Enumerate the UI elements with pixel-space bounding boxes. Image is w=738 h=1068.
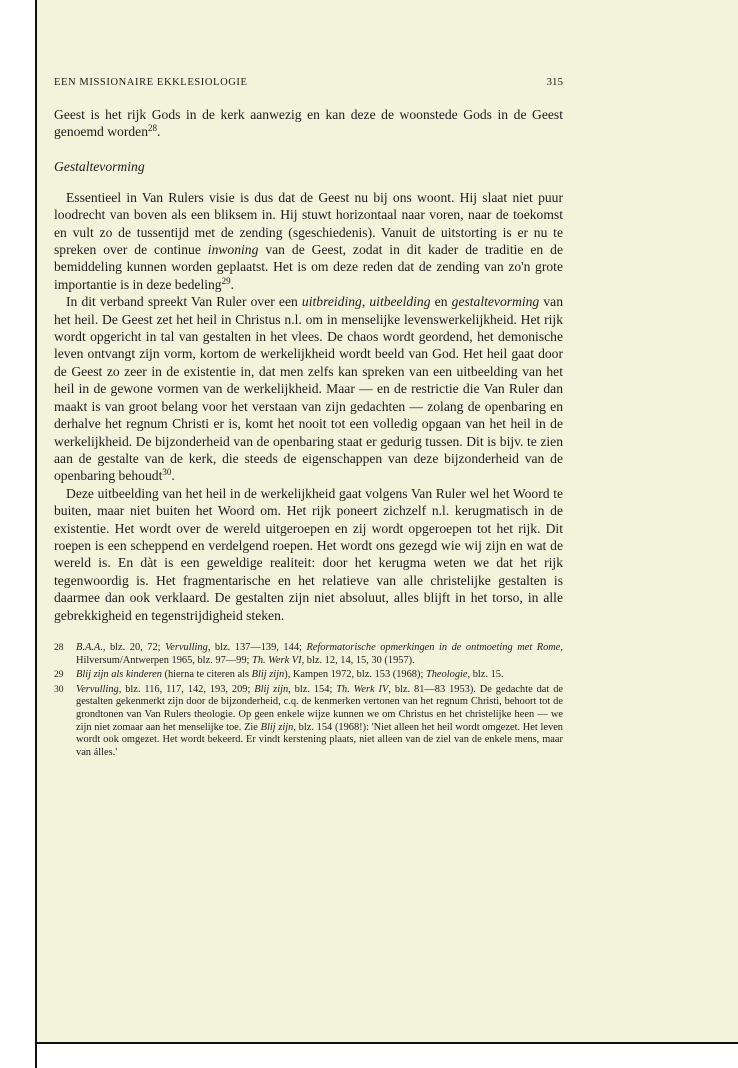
footnote-plain: , blz. 81—83 1953). De gedachte dat de gestalten gekenmerkt zijn door de bijzonderheid, c.q. de kenmerken vertonen van het regnum Christi, behoort tot de grondtonen van Van Rulers theologie. Op geen enkele wijze kunnen we om Christus en het christelijke heen — we zijn niet zomaar aan het menselijke toe. Zie <box>76 683 563 733</box>
paragraph-3-text-c: van het heil. De Geest zet het heil in Christus n.l. om in menselijke levenswerkelijkheid. Het rijk wordt opgericht in tal van gestalten in het vlees. De chaos wordt geordend, het demonische leven ontvangt zijn vorm, kortom de werkelijkheid wordt beeld van God. Het heil gaat door de Geest zo zeer in de existentie in, dat men zelfs kan spreken van een uitbeelding van het heil in de gewone vormen van de werkelijkheid. Maar — en de restrictie die Van Ruler dan maakt is van groot belang voor het verstaan van zijn gedachten — zolang de openbaring en derhalve het regnum Christi er is, komt het nooit tot een volledig opgaan van het heil in de werkelijkheid. De bijzonderheid van de openbaring staat er gedurig tussen. Dit is bijv. te zien aan de gestalte van de kerk, die steeds de eigenschappen van deze bijzonderheid van de openbaring behoudt <box>54 294 563 484</box>
paragraph-1-end: . <box>157 124 161 140</box>
footnote-ref-29: 29 <box>221 275 231 286</box>
footnote-number: 29 <box>54 669 64 681</box>
footnote-plain: , blz. 15. <box>467 669 504 681</box>
paragraph-3-text-b: en <box>430 294 452 310</box>
footnote-30 <box>54 684 563 760</box>
page-content <box>54 76 563 761</box>
paragraph-1-text: Geest is het rijk Gods in de kerk aanwezig en kan deze de woonstede Gods in de Geest genoemd worden <box>54 107 563 140</box>
paragraph-2 <box>54 189 563 293</box>
footnote-plain: , blz. 154; <box>288 683 337 695</box>
footnote-plain: ), Kampen 1972, blz. 153 (1968); <box>284 669 426 681</box>
footnote-number: 30 <box>54 683 64 695</box>
footnote-italic: Th. Werk VI <box>252 654 302 666</box>
paragraph-1 <box>54 106 563 141</box>
footnote-italic: Blij zijn <box>260 721 294 733</box>
paragraph-3 <box>54 293 563 484</box>
running-head-title: EEN MISSIONAIRE EKKLESIOLOGIE <box>54 77 248 88</box>
paragraph-3-emphasis-1: uitbreiding, uitbeelding <box>301 294 431 310</box>
paragraph-2-text-a: Essentieel in Van Rulers visie is dus dat de Geest nu bij ons woont. Hij slaat niet puur loodrecht van boven als een bliksem in. Hij stuwt horizontaal naar voren, naar de toekomst en vult zo de tussentijd met de zending (sgeschiedenis). Vanuit de uitstorting is er nu te spreken over de continue <box>54 189 563 258</box>
paragraph-4: Deze uitbeelding van het heil in de werkelijkheid gaat volgens Van Ruler wel het Woord te buiten, maar niet buiten het Woord om. Het rijk poneert zichzelf n.l. kerugmatisch in de existentie. Het wordt over de wereld uitgeroepen en zij wordt opgeroepen tot het rijk. Dit roepen is een scheppend en verdelgend roepen. Het wordt ons gezegd wie wij zijn en wat de wereld is. En dàt is een geweldige realiteit: door het kerugma weten we dat het rijk tegenwoordig is. Het fragmentarische en het relatieve van alle christelijke gestalten is daarmee dan ook verklaard. De gestalten zijn niet absoluut, alles blijft in het torso, in alle gebrekkigheid en tegenstrijdigheid steken. <box>54 485 563 623</box>
footnote-plain: , blz. 154 (1968!): 'Niet alleen het heil wordt omgezet. Het leven wordt ook omgezet. Het wordt bekeerd. Er vindt kerstening plaats, niet alleen van de ziel van de enkele mens, maar van álles.' <box>76 721 563 758</box>
footnote-plain: , blz. 12, 14, 15, 30 (1957). <box>301 654 415 666</box>
paragraph-3-emphasis-2: gestaltevorming <box>451 294 540 310</box>
section-heading: Gestaltevorming <box>54 158 145 174</box>
footnote-italic: Vervulling <box>165 641 208 653</box>
footnote-text <box>76 669 563 682</box>
footnote-italic: Blij zijn <box>251 669 285 681</box>
footnote-number: 28 <box>54 641 64 653</box>
footnote-italic: Reformatorische opmerkingen in de ontmoeting met Rome <box>306 641 561 653</box>
footnote-italic: Vervulling <box>76 683 119 695</box>
paragraph-2-text-b: van de Geest, zodat in dit kader de traditie en de bemiddeling kunnen worden geplaatst. Het is om deze reden dat de zending van zo'n grote importantie is in deze bedeling <box>54 242 563 292</box>
scan-border-bottom <box>35 1042 738 1044</box>
footnote-plain: , blz. 137—139, 144; <box>207 641 307 653</box>
footnote-plain: , blz. 20, 72; <box>102 641 166 653</box>
footnote-29 <box>54 669 563 682</box>
paragraph-3-end: . <box>171 468 175 484</box>
footnote-ref-30: 30 <box>162 467 172 478</box>
paragraph-2-end: . <box>230 276 235 292</box>
page-number: 315 <box>546 76 563 88</box>
footnote-italic: Blij zijn <box>254 683 289 695</box>
footnote-ref-28: 28 <box>148 123 157 134</box>
paragraph-2-emphasis: inwoning <box>207 242 259 258</box>
footnote-plain: , blz. 116, 117, 142, 193, 209; <box>118 683 255 695</box>
footnote-italic: Th. Werk IV <box>336 683 389 695</box>
footnote-plain: , Hilversum/Antwerpen 1965, blz. 97—99; <box>76 641 563 666</box>
running-head <box>54 76 563 88</box>
footnote-text <box>76 642 563 667</box>
footnote-plain: (hierna te citeren als <box>161 669 252 681</box>
footnote-italic: Blij zijn als kinderen <box>76 669 162 681</box>
footnote-italic: Theologie <box>425 669 468 681</box>
footnote-italic: B.A.A. <box>76 641 103 653</box>
footnote-text <box>76 684 563 760</box>
footnotes <box>54 642 563 759</box>
paragraph-3-text-a: In dit verband spreekt Van Ruler over een <box>66 294 302 310</box>
footnote-28 <box>54 642 563 667</box>
